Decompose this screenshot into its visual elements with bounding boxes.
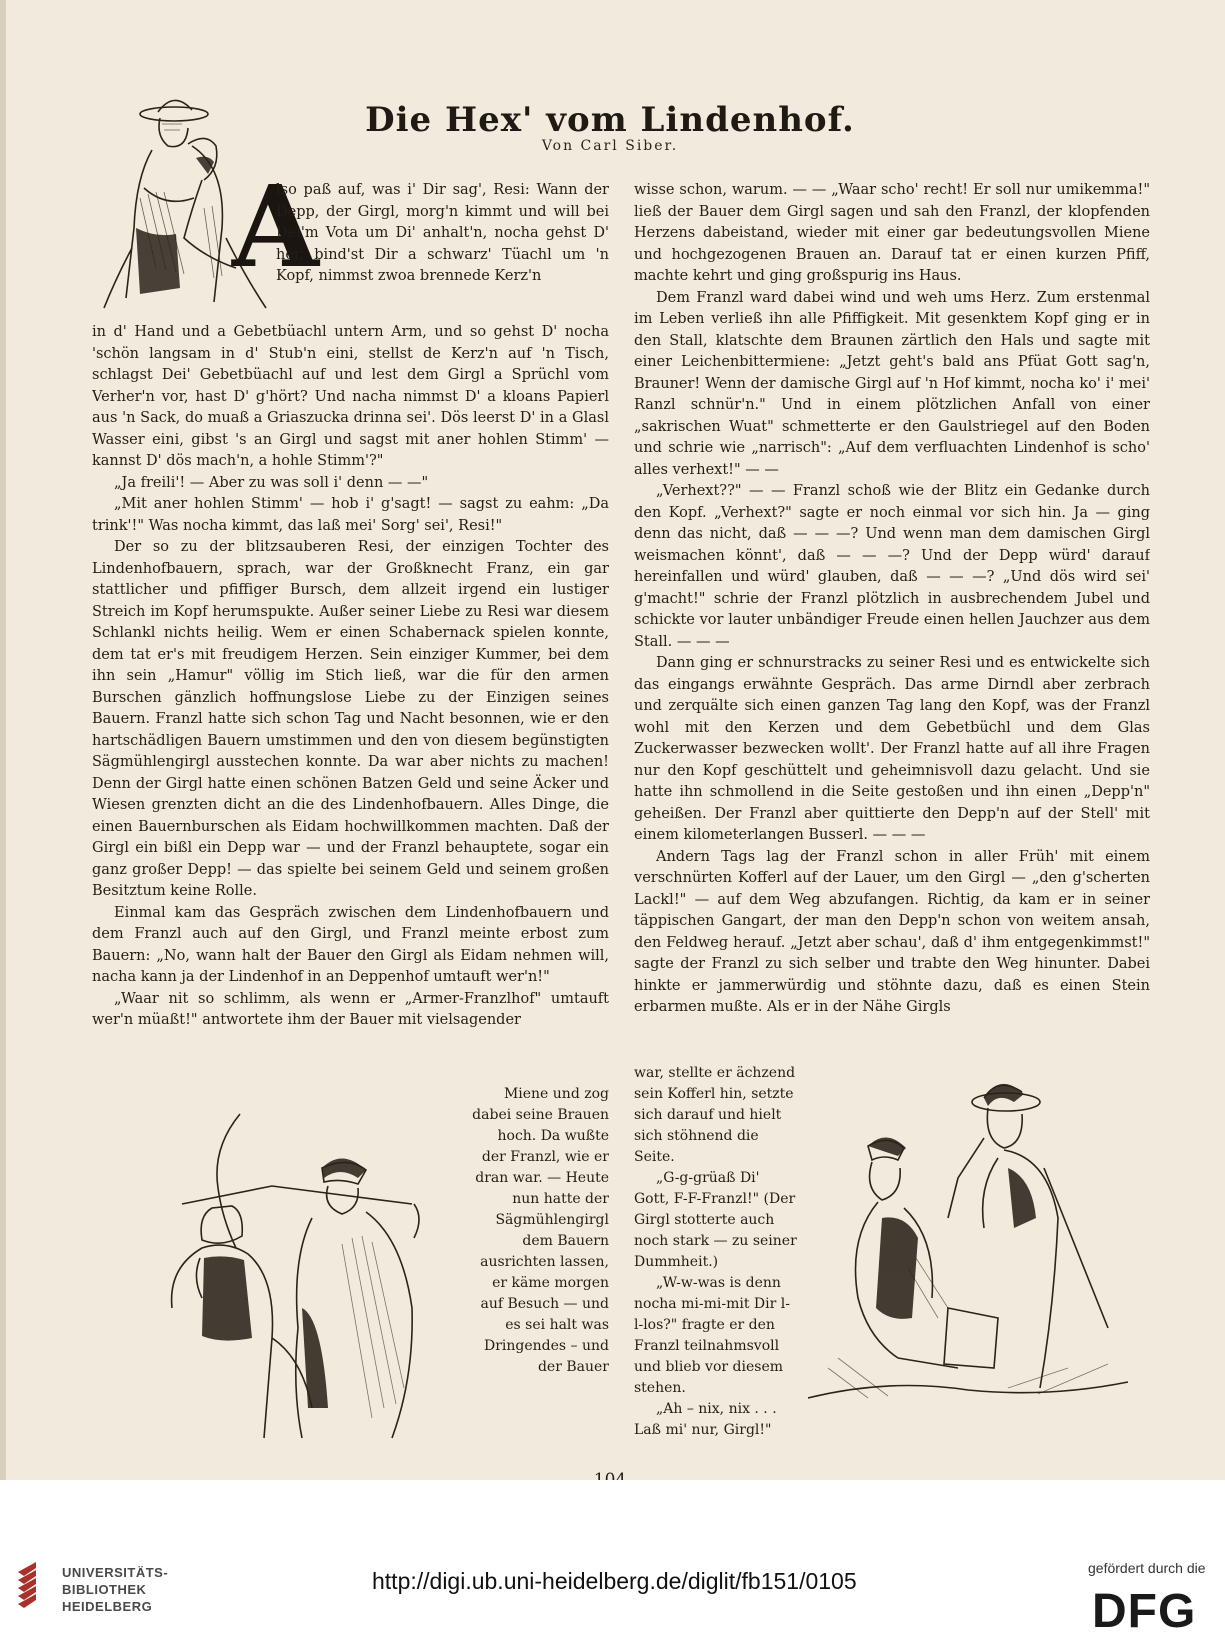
library-logo-icon [14, 1558, 54, 1618]
paragraph: Dann ging er schnurstracks zu seiner Resi und es entwickelte sich das eingangs erwähnte Gespräch. Das arme Dirndl aber zerbrach und zerquälte sich einen ganzen Tag lang den Kopf, was der Franzl wohl mit den Kerzen und dem Gebetbüchl und dem Glas Zuckerwasser bezwecken wollt'. Der Franzl hatte auf all ihre Fragen nur den Kopf geschüttelt und geheimnisvoll dazu gelacht. Und sie hatte ihn schmollend in die Seite gestoßen und ihn einen „Depp'n" geheißen. Der Franzl aber quittierte den Depp'n auf der Stell' mit einem kilometerlangen Busserl. — — — [634, 655, 1150, 843]
funded-by-label: gefördert durch die [1088, 1560, 1206, 1576]
footer-bar [0, 1480, 1225, 1637]
paragraph: Andern Tags lag der Franzl schon in aller Früh' mit einem verschnürten Kofferl auf der Lauer, um den Girgl — „den g'scherten Lackl!" — auf dem Weg abzufangen. Richtig, da kam er in seiner täppischen Gangart, der man den Depp'n schon von weitem ansah, den Feldweg herauf. „Jetzt aber schau', daß d' ihm entgegenkimmst!" sagte der Franzl zu sich selber und trabte den Weg hinunter. Dabei hinkte er jammerwürdig und stöhnte dazu, daß es einen Stein erbarmen mußte. Als er in der Nähe Girgls [634, 848, 1150, 1015]
scan-edge [0, 0, 6, 1480]
left-narrow-column [472, 1084, 609, 1424]
drop-cap: A [232, 162, 319, 293]
paragraph: „G-g-grüaß Di' Gott, F-F-Franzl!" (Der Girgl stotterte auch noch stark — zu seiner Dummheit.) [634, 1170, 797, 1270]
right-narrow-column [634, 1063, 799, 1453]
farmer-scythe-illustration [152, 1108, 452, 1448]
left-column-intro [276, 180, 609, 320]
library-name-line1: UNIVERSITÄTS- [62, 1565, 169, 1580]
library-name-line2: BIBLIOTHEK [62, 1582, 147, 1597]
paragraph: „Waar nit so schlimm, als wenn er „Armer-Franzlhof" umtauft wer'n müaßt!" antwortete ihm der Bauer mit vielsagender [92, 990, 609, 1028]
paragraph: Miene und zog dabei seine Brauen hoch. Da wußte der Franzl, wie er dran war. — Heute nun hatte der Sägmühlengirgl dem Bauern ausrichten lassen, er käme morgen auf Besuch — und es sei halt was Dringendes – und der Bauer [472, 1086, 609, 1375]
paragraph: wisse schon, warum. — — „Waar scho' recht! Er soll nur umikemma!" ließ der Bauer dem Girgl sagen und sah den Franzl, der klopfenden Herzens dabeistand, wieder mit einer gar bedeutungsvollen Miene und hochgezogenen Brauen an. Darauf tat er einen kurzen Pfiff, machte kehrt und ging großspurig ins Haus. [634, 182, 1150, 284]
paragraph: war, stellte er ächzend sein Kofferl hin, setzte sich darauf und hielt sich stöhnend die Seite. [634, 1065, 796, 1165]
paragraph: „Ja freili'! — Aber zu was soll i' denn — —" [114, 474, 429, 491]
paragraph: „Verhext??" — — Franzl schoß wie der Blitz ein Gedanke durch den Kopf. „Verhext?" sagte er noch einmal vor sich hin. Ja — ging denn das nicht, daß — — —? Und wenn man dem damischen Girgl weismachen könnt', daß — — —? Und der Depp würd' darauf hereinfallen und würd' glauben, daß — — —? „Und dös wird sei' g'macht!" schrie der Franzl plötzlich in ausbrechendem Jubel und schickte vor lauter unbändiger Freude einen hellen Jauchzer aus dem Stall. — — — [634, 483, 1150, 650]
paragraph: „W-w-was is denn nocha mi-mi-mit Dir l-l-los?" fragte er den Franzl teilnahmsvoll und blieb vor diesem stehen. [634, 1275, 790, 1396]
permalink-url[interactable]: http://digi.ub.uni-heidelberg.de/diglit/fb151/0105 [372, 1568, 857, 1594]
two-men-illustration [808, 1068, 1138, 1408]
dfg-logo: DFG [1092, 1585, 1197, 1638]
paragraph: Dem Franzl ward dabei wind und weh ums Herz. Zum erstenmal im Leben verließ ihn alle Pfiffigkeit. Mit gesenktem Kopf ging er in den Stall, klatschte dem Braunen zärtlich den Hals und sagte mit einer Leichenbittermiene: „Jetzt geht's bald ans Pfüat Gott sag'n, Brauner! Wenn der damische Girgl auf 'n Hof kimmt, nocha ko' i' mei' Ranzl schnür'n." Und in einem plötzlichen Anfall von einer „sakrischen Wuat" schmetterte er den Gaulstriegel auf den Boden und schrie wie „narrisch": „Auf dem verfluachten Lindenhof is scho' alles verhext!" — — [634, 289, 1150, 478]
paragraph: Der so zu der blitzsauberen Resi, der einzigen Tochter des Lindenhofbauern, sprach, war der Großknecht Franz, ein gar stattlicher und pfiffiger Bursch, dem allzeit irgend ein lustiger Streich im Kopf herumspukte. Außer seiner Liebe zu Resi war diesem Schlankl nichts heilig. Wem er einen Schabernack spielen konnte, dem tat er's mit freudigem Herzen. Sein einziger Kummer, bei dem ihn sein „Hamur" völlig im Stich ließ, war die für den armen Burschen gänzlich hoffnungslose Liebe zu der Einzigen seines Bauern. Franzl hatte sich schon Tag und Nacht besonnen, wie er den hartschädligen Bauern umstimmen und den von diesem begünstigten Sägmühlengirgl ausstechen konnte. Da war aber nichts zu machen! Denn der Girgl hatte einen schönen Batzen Geld und seine Äcker und Wiesen grenzten dicht an die des Lindenhofbauern. Alles Dinge, die einen Bauernburschen als Eidam hochwillkommen machten. Daß der Girgl ein bißl ein Depp war — und der Franzl behauptete, sogar ein ganz großer Depp! — das spielte bei seinem Geld und seinem großen Besitztum keine Rolle. [92, 539, 609, 899]
right-column [634, 180, 1150, 1068]
article-byline: Von Carl Siber. [541, 138, 679, 154]
library-name-line3: HEIDELBERG [62, 1599, 153, 1614]
left-column [92, 322, 609, 1066]
paragraph: „Mit aner hohlen Stimm' — hob i' g'sagt! — sagst zu eahm: „Da trink'!" Was nocha kimmt, das laß mei' Sorg' sei', Resi!" [92, 496, 609, 534]
paragraph: Einmal kam das Gespräch zwischen dem Lindenhofbauern und dem Franzl auch auf den Girgl, und Franzl meinte erbost zum Bauern: „No, wann halt der Bauer den Girgl als Eidam nehmen will, nacha kann ja der Lindenhof in an Deppenhof umtauft wer'n!" [92, 904, 609, 985]
paragraph: in d' Hand und a Gebetbüachl untern Arm, und so gehst D' nocha 'schön langsam in d' Stub'n eini, stellst de Kerz'n auf 'n Tisch, schlagst Dei' Gebetbüachl auf und lest dem Girgl a Sprüchl vom Verher'n vor, hast D' g'hört? Und nacha nimmst D' a kloans Papierl aus 'n Sack, do muaß a Griaszucka drinna sei'. Dös leerst D' in a Glasl Wasser eini, gibst 's an Girgl und sagst mit aner hohlen Stimm' — kannst D' dös mach'n, a hohle Stimm'?" [92, 324, 609, 469]
article-title: Die Hex' vom Lindenhof. [365, 100, 855, 140]
paragraph: „Ah – nix, nix . . . Laß mi' nur, Girgl!" [634, 1401, 777, 1438]
intro-paragraph: lso paß auf, was i' Dir sag', Resi: Wann der Depp, der Girgl, morg'n kimmt und will bei Dei'm Vota um Di' anhalt'n, nocha gehst D' her, bind'st Dir a schwarz' Tüachl um 'n Kopf, nimmst zwoa brennede Kerz'n [276, 182, 609, 284]
